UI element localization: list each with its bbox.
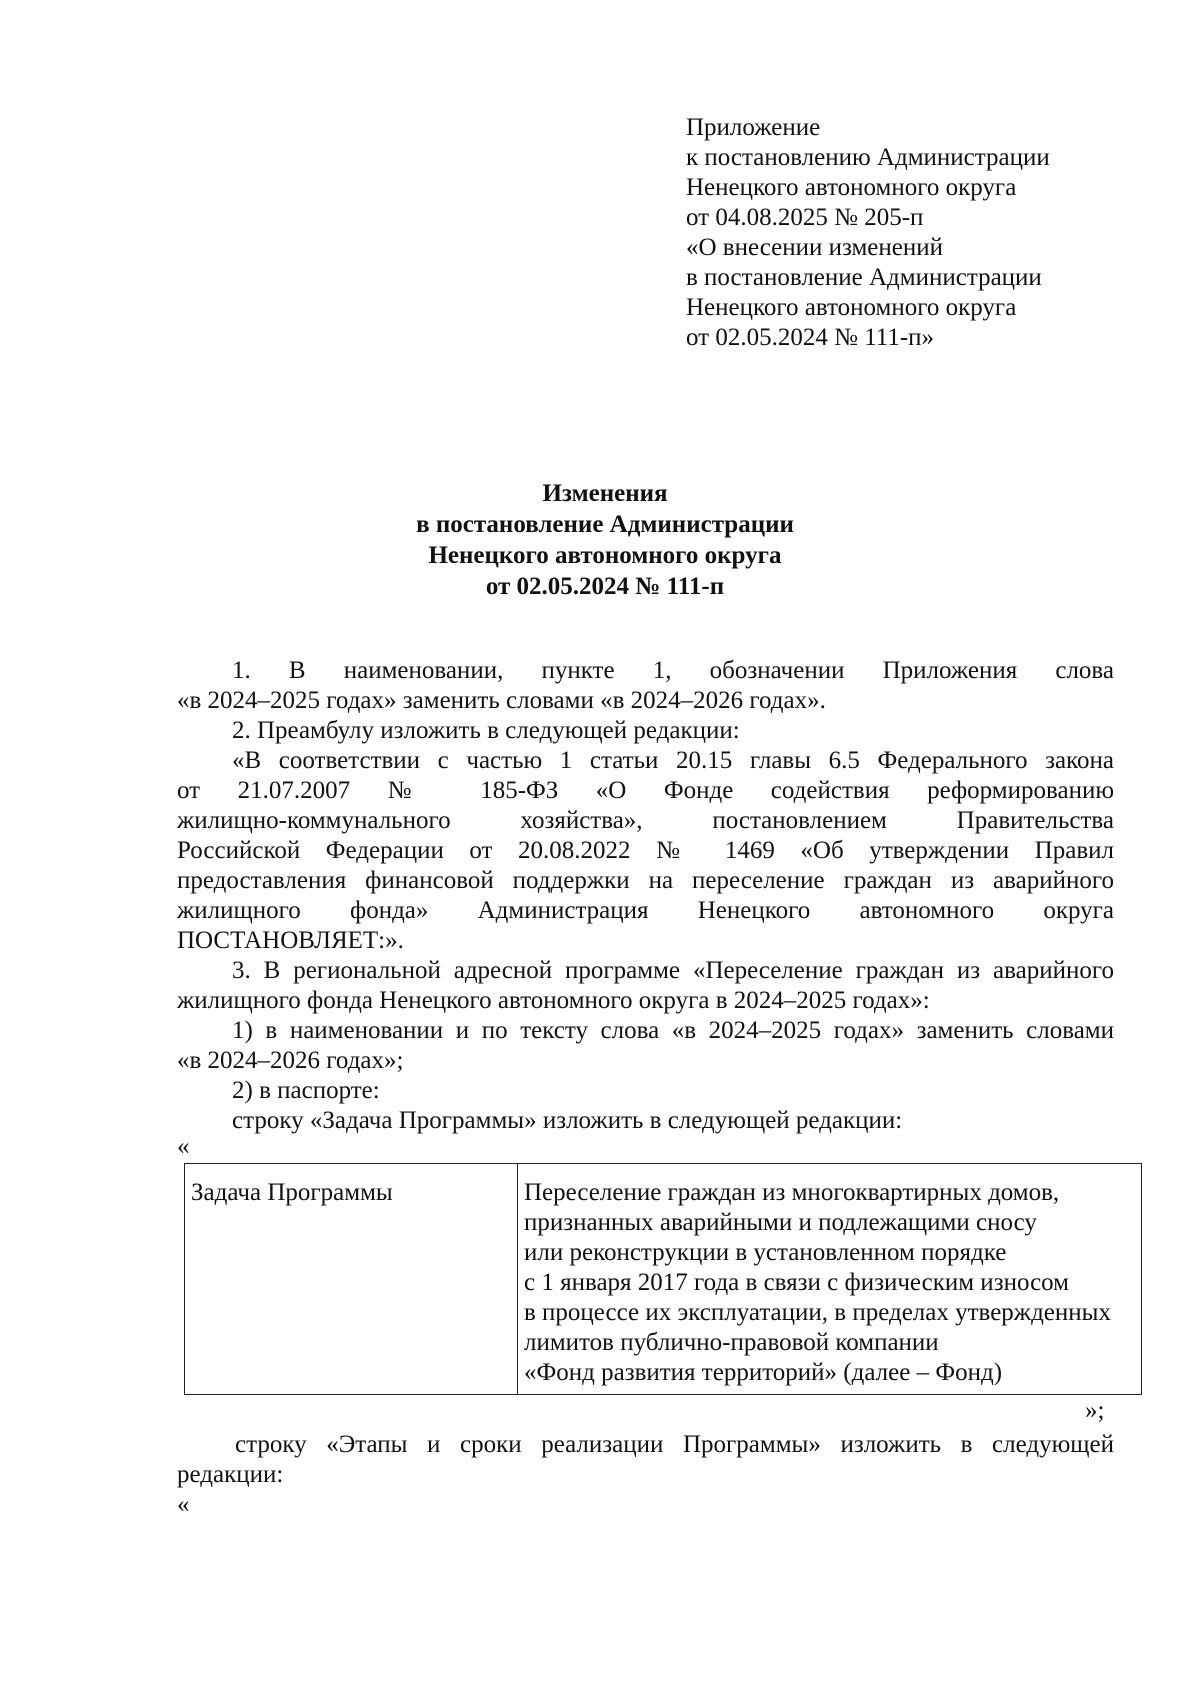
body-line: жилищно-коммунального хозяйства», постановлением Правительства bbox=[177, 807, 1114, 834]
table-value-line: Переселение граждан из многоквартирных домов, bbox=[524, 1179, 1060, 1206]
appendix-line: от 04.08.2025 № 205-п bbox=[686, 204, 924, 231]
body-line: редакции: bbox=[177, 1461, 284, 1488]
document-tail bbox=[177, 1430, 1114, 1520]
body-line: «в 2024–2025 годах» заменить словами «в 2024–2026 годах». bbox=[177, 687, 826, 714]
quote-open-mark: « bbox=[177, 1133, 190, 1160]
appendix-line: Ненецкого автономного округа bbox=[686, 174, 1017, 201]
title-line: в постановление Администрации bbox=[416, 511, 794, 538]
appendix-line: от 02.05.2024 № 111-п» bbox=[686, 324, 935, 351]
body-line: жилищного фонда» Администрация Ненецкого автономного округа bbox=[177, 897, 1114, 924]
title-line: Ненецкого автономного округа bbox=[428, 542, 782, 569]
appendix-line: к постановлению Администрации bbox=[686, 144, 1050, 171]
appendix-line: в постановление Администрации bbox=[686, 264, 1042, 291]
document-body bbox=[177, 656, 1114, 1136]
body-line: 3. В региональной адресной программе «Переселение граждан из аварийного bbox=[232, 957, 1114, 984]
document-title bbox=[300, 478, 910, 602]
appendix-line: «О внесении изменений bbox=[686, 234, 944, 261]
body-line: 1) в наименовании и по тексту слова «в 2024–2025 годах» заменить словами bbox=[232, 1017, 1114, 1044]
program-task-table bbox=[184, 1163, 1142, 1395]
table-value-line: лимитов публично-правовой компании bbox=[524, 1329, 939, 1356]
table-cell-label: Задача Программы bbox=[185, 1164, 518, 1395]
title-line: Изменения bbox=[542, 480, 668, 507]
body-line: от 21.07.2007 № 185-ФЗ «О Фонде содействия реформированию bbox=[177, 777, 1114, 804]
table-value-line: в процессе их эксплуатации, в пределах утвержденных bbox=[524, 1299, 1111, 1326]
body-line: жилищного фонда Ненецкого автономного округа в 2024–2025 годах»: bbox=[177, 987, 930, 1014]
body-line: 2. Преамбулу изложить в следующей редакции: bbox=[232, 717, 740, 744]
table-value-line: с 1 января 2017 года в связи с физическим износом bbox=[524, 1269, 1070, 1296]
body-line: 2) в паспорте: bbox=[232, 1077, 380, 1104]
body-line: Российской Федерации от 20.08.2022 № 1469 «Об утверждении Правил bbox=[177, 837, 1114, 864]
body-line: строку «Задача Программы» изложить в следующей редакции: bbox=[232, 1107, 903, 1134]
table-row bbox=[185, 1164, 1142, 1395]
appendix-line: Ненецкого автономного округа bbox=[686, 294, 1017, 321]
quote-close-mark: »; bbox=[1085, 1397, 1105, 1424]
body-line: ПОСТАНОВЛЯЕТ:». bbox=[177, 927, 404, 954]
body-line: 1. В наименовании, пункте 1, обозначении Приложения слова bbox=[232, 657, 1114, 684]
appendix-line: Приложение bbox=[686, 114, 821, 141]
body-line: строку «Этапы и сроки реализации Программы» изложить в следующей bbox=[235, 1431, 1114, 1458]
table-value-line: «Фонд развития территорий» (далее – Фонд) bbox=[524, 1359, 1003, 1386]
quote-open-mark: « bbox=[177, 1491, 190, 1518]
table-cell-value bbox=[518, 1164, 1142, 1395]
title-line: от 02.05.2024 № 111-п bbox=[485, 573, 725, 600]
body-line: предоставления финансовой поддержки на переселение граждан из аварийного bbox=[177, 867, 1114, 894]
appendix-header bbox=[686, 113, 1146, 353]
table-value-line: или реконструкции в установленном порядке bbox=[524, 1239, 1007, 1266]
body-line: «В соответствии с частью 1 статьи 20.15 главы 6.5 Федерального закона bbox=[232, 747, 1114, 774]
table-value-line: признанных аварийными и подлежащими сносу bbox=[524, 1209, 1037, 1236]
body-line: «в 2024–2026 годах»; bbox=[177, 1047, 404, 1074]
